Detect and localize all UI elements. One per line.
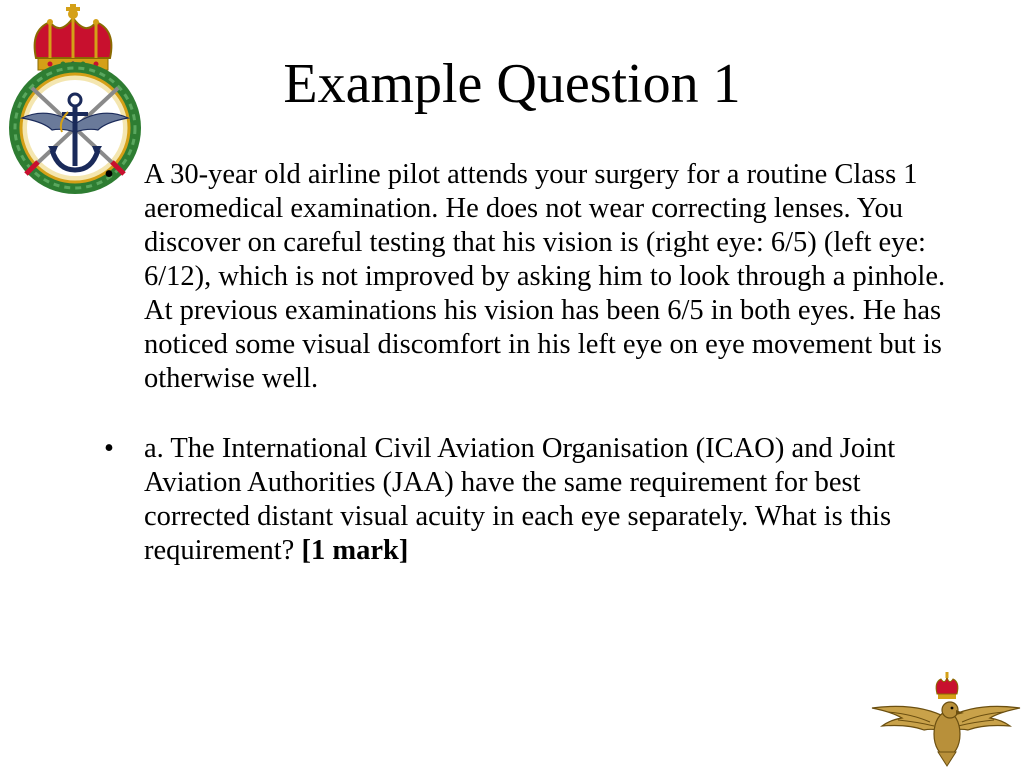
question-text: a. The International Civil Aviation Organisation (ICAO) and Joint Aviation Authorities (JAA) have the same requirement for best corrected distant visual acuity in each eye separately. What is this requirement? bbox=[144, 433, 896, 566]
bullet-item-scenario bbox=[100, 158, 960, 396]
raf-eagle-badge-icon bbox=[868, 672, 1024, 768]
scenario-text: A 30-year old airline pilot attends your surgery for a routine Class 1 aeromedical examination. He does not wear correcting lenses. You discover on careful testing that his vision is (right eye: 6/5) (left eye: 6/12), which is not improved by asking him to look through a pinhole. At previous examinations his vision has been 6/5 in both eyes. He has noticed some visual discomfort in his left eye on eye movement but is otherwise well. bbox=[144, 159, 946, 394]
mark-allocation: [1 mark] bbox=[301, 535, 409, 566]
bullet-icon: • bbox=[104, 433, 114, 464]
eagle-body-icon bbox=[934, 702, 964, 766]
crown-icon bbox=[936, 672, 958, 699]
bullet-list bbox=[100, 158, 960, 568]
bullet-icon: • bbox=[104, 159, 114, 190]
bullet-item-question-a bbox=[100, 432, 960, 568]
slide-title: Example Question 1 bbox=[283, 53, 741, 115]
